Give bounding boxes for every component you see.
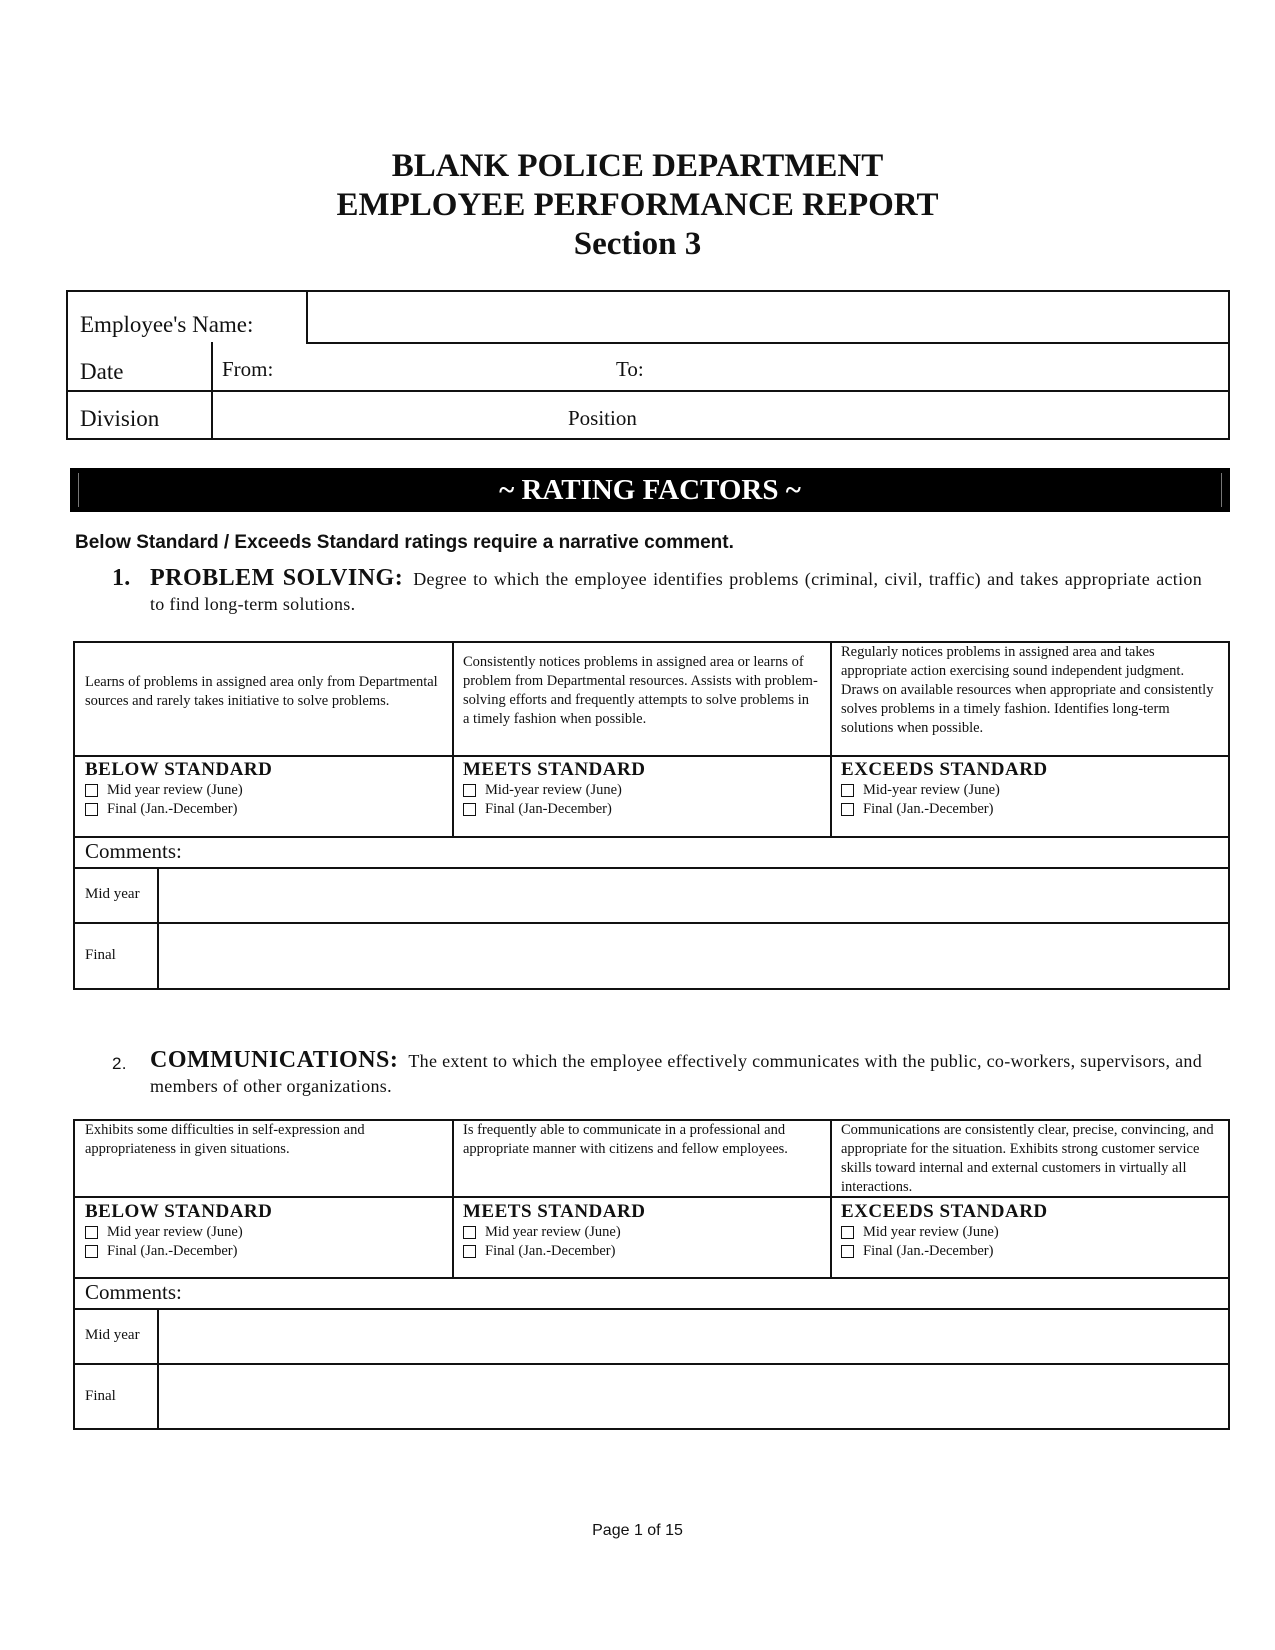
section-title: Section 3 <box>573 226 702 262</box>
final-comment-field[interactable] <box>161 1367 1226 1427</box>
position-label: Position <box>568 406 637 430</box>
checkbox-label: Final (Jan.-December) <box>485 1243 616 1259</box>
checkbox-icon[interactable] <box>841 1226 854 1239</box>
checkbox-icon[interactable] <box>85 1226 98 1239</box>
checkbox-icon[interactable] <box>841 1245 854 1258</box>
checkbox-icon[interactable] <box>85 1245 98 1258</box>
department-title: BLANK POLICE DEPARTMENT <box>391 148 884 184</box>
factor-number: 2. <box>112 1054 127 1073</box>
rating-level-title: MEETS STANDARD <box>463 1201 646 1222</box>
checkbox-icon[interactable] <box>841 784 854 797</box>
factor-title: PROBLEM SOLVING: <box>150 565 404 591</box>
below-standard-description: Learns of problems in assigned area only from Departmental sources and rarely takes initiative to solve problems. <box>85 674 438 709</box>
report-title: EMPLOYEE PERFORMANCE REPORT <box>336 187 939 223</box>
meets-standard-description: Is frequently able to communicate in a professional and appropriate manner with citizens and fellow employees. <box>463 1122 788 1157</box>
meets-standard-option <box>463 759 645 819</box>
below-standard-option <box>85 759 272 819</box>
checkbox-icon[interactable] <box>85 784 98 797</box>
rating-level-title: MEETS STANDARD <box>463 759 646 780</box>
factor-number: 1. <box>112 565 131 591</box>
comments-label: Comments: <box>85 1280 182 1304</box>
to-label: To: <box>616 357 644 381</box>
division-field[interactable] <box>216 394 616 436</box>
employee-info-table <box>66 290 1230 440</box>
rating-level-title: EXCEEDS STANDARD <box>841 759 1048 780</box>
checkbox-icon[interactable] <box>85 803 98 816</box>
exceeds-standard-description: Regularly notices problems in assigned area and takes appropriate action exercising sound independent judgment. Draws on available resources when appropriate and consistently solves problems in a timely fashion. Identifies long-term solutions when possible. <box>841 644 1214 736</box>
checkbox-icon[interactable] <box>841 803 854 816</box>
division-label: Division <box>80 406 160 431</box>
checkbox-label: Final (Jan.-December) <box>107 801 238 817</box>
checkbox-label: Mid year review (June) <box>863 1224 999 1240</box>
factor-1-heading <box>112 566 1202 617</box>
factor-2-rating-grid <box>73 1119 1230 1430</box>
from-label: From: <box>222 357 274 381</box>
checkbox-label: Mid year review (June) <box>107 1224 243 1240</box>
meets-standard-description: Consistently notices problems in assigned area or learns of problem from Departmental resources. Assists with problem-solving efforts and frequently attempts to solve problems in a timely fashion when possible. <box>463 654 818 727</box>
checkbox-label: Mid-year review (June) <box>485 782 622 798</box>
narrative-note: Below Standard / Exceeds Standard ratings require a narrative comment. <box>75 532 734 553</box>
page-number: Page 1 of 15 <box>592 1522 683 1539</box>
from-field[interactable] <box>280 346 660 388</box>
below-standard-description: Exhibits some difficulties in self-expression and appropriateness in given situations. <box>85 1122 365 1157</box>
rating-level-title: BELOW STANDARD <box>85 759 273 780</box>
checkbox-label: Mid year review (June) <box>485 1224 621 1240</box>
final-label: Final <box>85 947 116 963</box>
meets-standard-option <box>463 1201 645 1261</box>
checkbox-label: Mid year review (June) <box>107 782 243 798</box>
checkbox-icon[interactable] <box>463 1245 476 1258</box>
checkbox-label: Final (Jan.-December) <box>863 1243 994 1259</box>
rating-factors-banner <box>70 468 1230 512</box>
mid-year-comment-field[interactable] <box>161 1312 1226 1362</box>
mid-year-label: Mid year <box>85 886 140 902</box>
to-field[interactable] <box>658 346 1218 388</box>
exceeds-standard-description: Communications are consistently clear, precise, convincing, and appropriate for the situation. Exhibits strong customer service skills toward internal and external customers in virtually all interactions. <box>841 1122 1214 1195</box>
factor-description: The extent to which the employee effectively communicates with the public, co-workers, supervisors, and members of other organizations. <box>150 1051 1202 1096</box>
factor-title: COMMUNICATIONS: <box>150 1047 399 1073</box>
factor-2-heading <box>112 1048 1202 1099</box>
mid-year-label: Mid year <box>85 1327 140 1343</box>
employee-name-label: Employee's Name: <box>80 312 254 337</box>
below-standard-option <box>85 1201 272 1261</box>
date-label: Date <box>80 359 124 384</box>
checkbox-label: Final (Jan.-December) <box>863 801 994 817</box>
comments-label: Comments: <box>85 839 182 863</box>
position-field[interactable] <box>658 394 1218 436</box>
rating-factors-title: ~ RATING FACTORS ~ <box>499 474 801 506</box>
mid-year-comment-field[interactable] <box>161 871 1226 921</box>
final-comment-field[interactable] <box>161 926 1226 986</box>
rating-level-title: BELOW STANDARD <box>85 1201 273 1222</box>
exceeds-standard-option <box>841 1201 1048 1261</box>
checkbox-icon[interactable] <box>463 784 476 797</box>
employee-name-field[interactable] <box>310 294 1226 340</box>
rating-level-title: EXCEEDS STANDARD <box>841 1201 1048 1222</box>
checkbox-icon[interactable] <box>463 1226 476 1239</box>
factor-description: Degree to which the employee identifies problems (criminal, civil, traffic) and takes appropriate action to find long-term solutions. <box>150 569 1202 614</box>
checkbox-label: Mid-year review (June) <box>863 782 1000 798</box>
checkbox-label: Final (Jan-December) <box>485 801 612 817</box>
checkbox-label: Final (Jan.-December) <box>107 1243 238 1259</box>
factor-1-rating-grid <box>73 641 1230 990</box>
final-label: Final <box>85 1388 116 1404</box>
exceeds-standard-option <box>841 759 1048 819</box>
checkbox-icon[interactable] <box>463 803 476 816</box>
